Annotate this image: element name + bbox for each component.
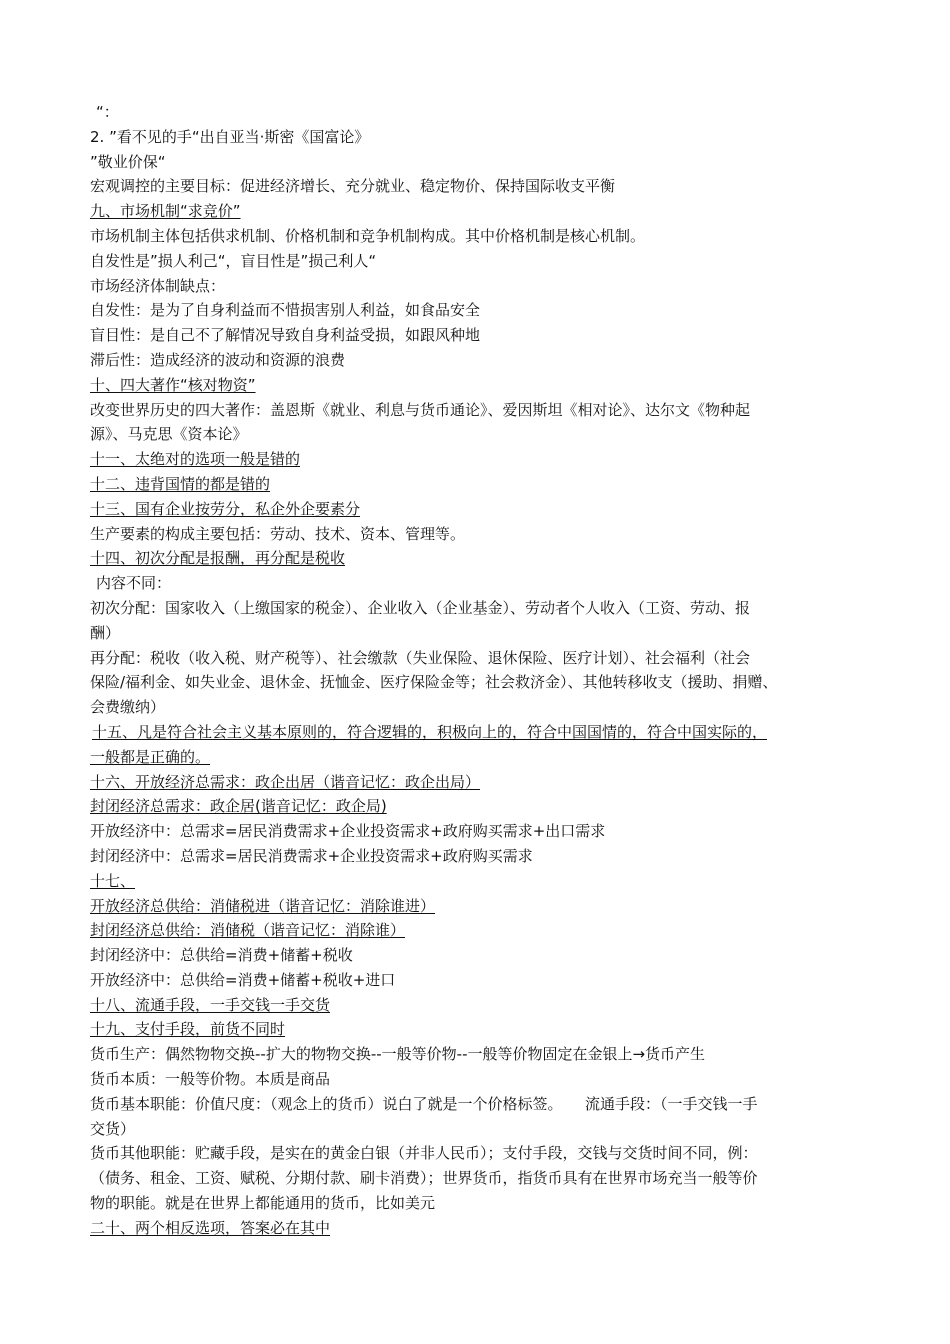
document-page	[90, 100, 870, 1241]
text-line	[90, 670, 870, 695]
line-text: 自发性是”损人利己“，盲目性是”损己利人“	[90, 251, 377, 270]
line-text: 封闭经济中：总需求=居民消费需求+企业投资需求+政府购买需求	[90, 846, 533, 865]
line-text: 一般都是正确的。	[90, 747, 211, 766]
line-text: 货币基本职能：价值尺度：（观念上的货币）说白了就是一个价格标签。 流通手段：（一手交钱一手	[90, 1094, 758, 1113]
text-line	[90, 398, 870, 423]
text-line	[90, 596, 870, 621]
line-text: 宏观调控的主要目标：促进经济增长、充分就业、稳定物价、保持国际收支平衡	[90, 177, 616, 196]
section-heading	[90, 447, 870, 472]
text-line	[90, 1191, 870, 1216]
section-heading	[90, 373, 870, 398]
section-heading	[90, 720, 870, 745]
text-line	[90, 150, 870, 175]
text-line	[90, 174, 870, 199]
section-heading	[90, 472, 870, 497]
line-text: 内容不同：	[96, 574, 172, 593]
line-text: 九、市场机制“求竞价”	[90, 202, 241, 221]
line-text: ”敬业价保“	[90, 152, 166, 171]
line-text: 十九、支付手段，前货不同时	[90, 1020, 286, 1039]
section-heading	[90, 993, 870, 1018]
section-heading	[90, 199, 870, 224]
line-text: 十、四大著作“核对物资”	[90, 375, 256, 394]
line-text: 封闭经济中：总供给=消费+储蓄+税收	[90, 946, 353, 965]
text-line	[90, 249, 870, 274]
line-text: 酬）	[90, 623, 121, 642]
text-line	[90, 819, 870, 844]
section-heading	[90, 745, 870, 770]
section-heading	[90, 1216, 870, 1241]
line-text: 二十、两个相反选项，答案必在其中	[90, 1218, 331, 1237]
line-text: 开放经济中：总需求=居民消费需求+企业投资需求+政府购买需求+出口需求	[90, 822, 606, 841]
line-text: 改变世界历史的四大著作：盖恩斯《就业、利息与货币通论》、爱因斯坦《相对论》、达尔文《物种起	[90, 400, 751, 419]
text-line	[90, 100, 870, 125]
line-text: 源》、马克思《资本论》	[90, 425, 248, 444]
text-line	[90, 274, 870, 299]
section-heading	[90, 546, 870, 571]
line-text: 物的职能。就是在世界上都能通用的货币，比如美元	[90, 1194, 436, 1213]
text-line	[90, 571, 870, 596]
text-line	[90, 943, 870, 968]
text-line	[90, 844, 870, 869]
line-text: 市场机制主体包括供求机制、价格机制和竞争机制构成。其中价格机制是核心机制。	[90, 226, 646, 245]
text-line	[90, 1141, 870, 1166]
text-line	[90, 621, 870, 646]
line-text: 十八、流通手段，一手交钱一手交货	[90, 995, 331, 1014]
line-text: 开放经济中：总供给=消费+储蓄+税收+进口	[90, 970, 396, 989]
text-line	[90, 1067, 870, 1092]
line-text: 货币其他职能：贮藏手段，是实在的黄金白银（并非人民币）；支付手段，交钱与交货时间不同，例：	[90, 1144, 758, 1163]
text-line	[90, 224, 870, 249]
section-heading	[90, 869, 870, 894]
line-text: 十二、违背国情的都是错的	[90, 474, 271, 493]
section-heading	[90, 497, 870, 522]
line-text: 开放经济总供给：消储税进（谐音记忆：消除谁进）	[90, 896, 436, 915]
text-line	[90, 298, 870, 323]
text-line	[90, 1092, 870, 1117]
line-text: 封闭经济总供给：消储税（谐音记忆：消除谁）	[90, 921, 406, 940]
line-text: 会费缴纳）	[90, 698, 166, 717]
text-line	[90, 646, 870, 671]
line-text: （债务、租金、工资、赋税、分期付款、刷卡消费）；世界货币，指货币具有在世界市场充当一般等价	[90, 1169, 758, 1188]
line-text: 十六、开放经济总需求：政企出居（谐音记忆：政企出局）	[90, 772, 481, 791]
text-line	[90, 968, 870, 993]
line-text: 滞后性：造成经济的波动和资源的浪费	[90, 350, 346, 369]
section-heading	[90, 894, 870, 919]
text-line	[90, 125, 870, 150]
line-text: “：	[96, 103, 119, 121]
section-heading	[90, 918, 870, 943]
text-line	[90, 1117, 870, 1142]
line-text: 十四、初次分配是报酬，再分配是税收	[90, 549, 346, 568]
line-text: 初次分配：国家收入（上缴国家的税金）、企业收入（企业基金）、劳动者个人收入（工资、劳动、报	[90, 598, 751, 617]
text-line	[90, 522, 870, 547]
section-heading	[90, 1017, 870, 1042]
text-line	[90, 695, 870, 720]
text-line	[90, 1166, 870, 1191]
text-line	[90, 1042, 870, 1067]
line-text: 十七、	[90, 871, 136, 890]
section-heading	[90, 770, 870, 795]
text-line	[90, 422, 870, 447]
line-text: 盲目性：是自己不了解情况导致自身利益受损，如跟风种地	[90, 326, 481, 345]
line-text: 市场经济体制缺点：	[90, 276, 226, 295]
line-text: 十一、太绝对的选项一般是错的	[90, 450, 301, 469]
line-text: 2. ”看不见的手“出自亚当·斯密《国富论》	[90, 127, 370, 146]
line-text: 自发性：是为了自身利益而不惜损害别人利益，如食品安全	[90, 301, 481, 320]
section-heading	[90, 794, 870, 819]
line-text: 封闭经济总需求：政企居(谐音记忆：政企局)	[90, 797, 387, 816]
line-text: 十五、凡是符合社会主义基本原则的，符合逻辑的，积极向上的，符合中国国情的，符合中国实际的，	[92, 722, 768, 741]
line-text: 十三、国有企业按劳分，私企外企要素分	[90, 499, 361, 518]
line-text: 货币生产：偶然物物交换--扩大的物物交换--一般等价物--一般等价物固定在金银上→货币产生	[90, 1045, 706, 1064]
line-text: 交货）	[90, 1119, 136, 1138]
line-text: 货币本质：一般等价物。本质是商品	[90, 1070, 331, 1089]
text-line	[90, 348, 870, 373]
line-text: 保险/福利金、如失业金、退休金、抚恤金、医疗保险金等；社会救济金）、其他转移收支（援助、捐赠、	[90, 673, 778, 692]
line-text: 生产要素的构成主要包括：劳动、技术、资本、管理等。	[90, 524, 466, 543]
line-text: 再分配：税收（收入税、财产税等）、社会缴款（失业保险、退休保险、医疗计划）、社会福利（社会	[90, 648, 751, 667]
text-line	[90, 323, 870, 348]
